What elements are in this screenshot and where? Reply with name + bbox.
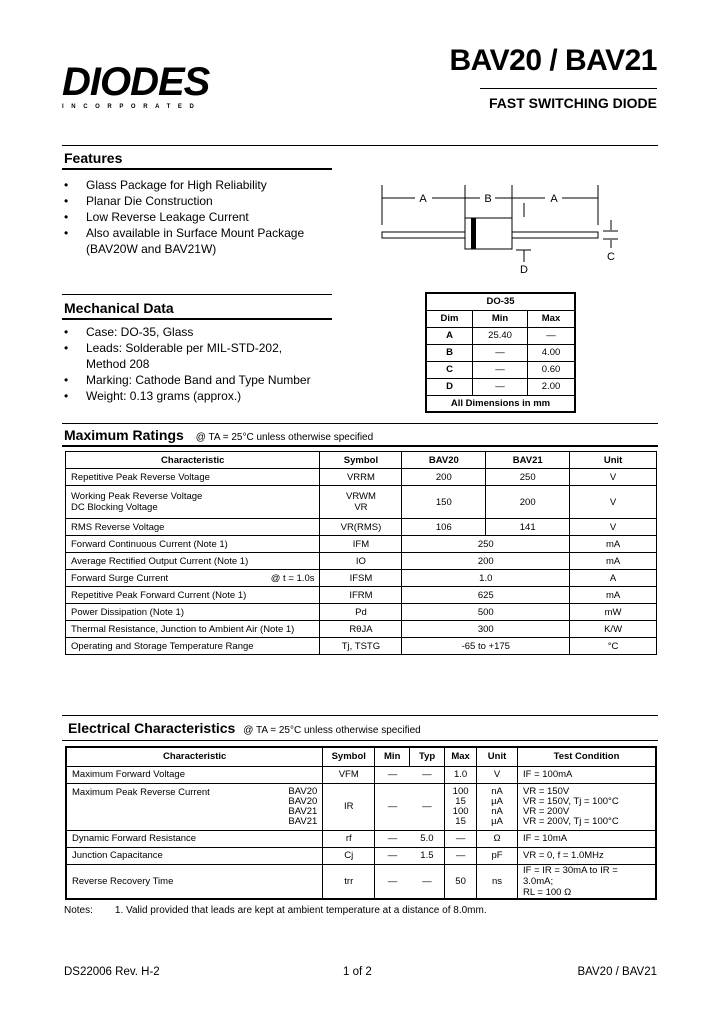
cell: [320, 486, 402, 519]
dim-label-a: A: [550, 193, 558, 205]
table-row: [66, 587, 657, 604]
cell: 200: [486, 486, 570, 519]
cell: [518, 783, 657, 830]
cell: 1.5: [410, 847, 445, 864]
text: VR = 150V, Tj = 100°C: [523, 795, 619, 807]
heading-text: Electrical Characteristics: [68, 720, 236, 736]
cell: 106: [402, 519, 486, 536]
cell: 625: [402, 587, 570, 604]
cell: Max: [445, 747, 477, 766]
cell: mA: [570, 587, 657, 604]
cell: Average Rectified Output Current (Note 1): [66, 553, 320, 570]
cell: —: [410, 783, 445, 830]
cell: A: [570, 570, 657, 587]
text: BAV21: [288, 815, 318, 827]
cell: [445, 783, 477, 830]
cell: [66, 486, 320, 519]
cell: V: [570, 519, 657, 536]
table-row: [66, 864, 656, 899]
cell: Symbol: [323, 747, 375, 766]
footer-page: 1 of 2: [343, 966, 372, 978]
cell: IO: [320, 553, 402, 570]
list-item: • Glass Package for High Reliability: [64, 177, 304, 193]
table-row: [426, 327, 575, 344]
cell: 50: [445, 864, 477, 899]
cell: A: [426, 327, 473, 344]
text: 15: [455, 815, 466, 827]
divider: [62, 445, 658, 447]
cell: 1.0: [445, 766, 477, 783]
cell: [518, 864, 657, 899]
cell: 2.00: [528, 378, 575, 395]
dim-label-d: D: [520, 264, 528, 276]
cell: 200: [402, 553, 570, 570]
header-row: [66, 452, 657, 469]
dim-label-a: A: [419, 193, 427, 205]
features-list: [64, 177, 304, 257]
cell: Tj, TSTG: [320, 638, 402, 655]
table-row: [426, 344, 575, 361]
text: @ t = 1.0s: [270, 572, 315, 584]
table-row: [66, 570, 657, 587]
cell: —: [375, 830, 410, 847]
cell: VR = 0, f = 1.0MHz: [518, 847, 657, 864]
divider: [62, 423, 658, 424]
company-logo: [62, 62, 227, 110]
mechanical-heading: Mechanical Data: [64, 300, 174, 316]
notes-label: Notes:: [64, 905, 93, 916]
divider: [62, 740, 658, 741]
list-item: • Weight: 0.13 grams (approx.): [64, 388, 311, 404]
cell: mA: [570, 536, 657, 553]
cell: BAV21: [486, 452, 570, 469]
cell: K/W: [570, 621, 657, 638]
table-row: [66, 536, 657, 553]
cell: 0.60: [528, 361, 575, 378]
table-row: [426, 361, 575, 378]
cell: Symbol: [320, 452, 402, 469]
cell: —: [445, 830, 477, 847]
cell: B: [426, 344, 473, 361]
cell: —: [410, 864, 445, 899]
table-title: DO-35: [426, 293, 575, 310]
list-item: [64, 241, 304, 257]
text: Maximum Peak Reverse Current: [72, 786, 210, 798]
text: 15: [455, 795, 466, 807]
cell: Operating and Storage Temperature Range: [66, 638, 320, 655]
table-row: [66, 486, 657, 519]
footer-part: BAV20 / BAV21: [577, 966, 657, 978]
cell: Unit: [477, 747, 518, 766]
cell: 5.0: [410, 830, 445, 847]
cell: Repetitive Peak Reverse Voltage: [66, 469, 320, 486]
cell: VRRM: [320, 469, 402, 486]
cell: IR: [323, 783, 375, 830]
table-row: [66, 783, 656, 830]
table-row: [66, 766, 656, 783]
max-ratings-heading: [64, 427, 373, 443]
cell: VFM: [323, 766, 375, 783]
cell: BAV20: [402, 452, 486, 469]
text: nA: [491, 785, 503, 797]
divider: [62, 715, 658, 716]
text: nA: [491, 805, 503, 817]
text: Forward Surge Current: [71, 572, 169, 584]
table-row: [66, 847, 656, 864]
max-ratings-table: [65, 451, 657, 655]
condition-text: @ TA = 25°C unless otherwise specified: [195, 432, 374, 443]
cell: [477, 783, 518, 830]
cell: Maximum Forward Voltage: [66, 766, 323, 783]
cell: 1.0: [402, 570, 570, 587]
list-item: • Also available in Surface Mount Package: [64, 225, 304, 241]
cell: IFM: [320, 536, 402, 553]
logo-text: DIODES: [62, 60, 210, 104]
cell: —: [473, 378, 528, 395]
cell: 250: [402, 536, 570, 553]
list-item: • Leads: Solderable per MIL-STD-202,: [64, 340, 311, 356]
text: 100: [452, 805, 469, 817]
condition-text: @ TA = 25°C unless otherwise specified: [243, 725, 421, 736]
cell: Forward Continuous Current (Note 1): [66, 536, 320, 553]
header-row: [66, 747, 656, 766]
table-row: [66, 638, 657, 655]
text: VR: [354, 502, 368, 513]
cell: —: [445, 847, 477, 864]
cell: -65 to +175: [402, 638, 570, 655]
cell: —: [473, 361, 528, 378]
table-row: [66, 519, 657, 536]
text: VR = 200V, Tj = 100°C: [523, 815, 619, 827]
column-header: Min: [473, 310, 528, 327]
cell: RMS Reverse Voltage: [66, 519, 320, 536]
cell: Thermal Resistance, Junction to Ambient Air (Note 1): [66, 621, 320, 638]
text: µA: [491, 815, 503, 827]
list-item: • Case: DO-35, Glass: [64, 324, 311, 340]
cell: Characteristic: [66, 452, 320, 469]
column-header: Dim: [426, 310, 473, 327]
cell: —: [473, 344, 528, 361]
mechanical-list: [64, 324, 311, 404]
page-title: BAV20 / BAV21: [449, 44, 657, 77]
text: VR = 200V: [523, 805, 570, 817]
divider: [62, 145, 658, 146]
table-row: [66, 604, 657, 621]
heading-text: Maximum Ratings: [64, 427, 184, 443]
table-row: [66, 621, 657, 638]
cell: Repetitive Peak Forward Current (Note 1): [66, 587, 320, 604]
cell: Typ: [410, 747, 445, 766]
features-heading: Features: [64, 150, 123, 166]
cell: Test Condition: [518, 747, 657, 766]
cell: 150: [402, 486, 486, 519]
cell: —: [375, 766, 410, 783]
text: BAV20: [288, 785, 318, 797]
cell: —: [375, 864, 410, 899]
table-row: [66, 830, 656, 847]
cell: V: [570, 486, 657, 519]
cell: Pd: [320, 604, 402, 621]
cell: Min: [375, 747, 410, 766]
cell: Ω: [477, 830, 518, 847]
dim-label-c: C: [607, 251, 615, 263]
text: IF = IR = 30mA to IR = 3.0mA;: [523, 864, 618, 887]
cell: —: [375, 847, 410, 864]
dimensions-table: [425, 292, 576, 413]
list-item: • Low Reverse Leakage Current: [64, 209, 304, 225]
cell: 4.00: [528, 344, 575, 361]
cell: Reverse Recovery Time: [66, 864, 323, 899]
do35-package-diagram: [370, 180, 630, 280]
cell: trr: [323, 864, 375, 899]
cell: D: [426, 378, 473, 395]
text: Working Peak Reverse Voltage: [71, 491, 203, 502]
cell: mW: [570, 604, 657, 621]
cell: rf: [323, 830, 375, 847]
cell: ns: [477, 864, 518, 899]
cell: IF = 10mA: [518, 830, 657, 847]
cell: VR(RMS): [320, 519, 402, 536]
divider: [62, 318, 332, 320]
electrical-table: [65, 746, 657, 900]
cathode-band: [471, 218, 476, 249]
text: 100: [452, 785, 469, 797]
dim-label-b: B: [484, 193, 492, 205]
cell: mA: [570, 553, 657, 570]
cell: —: [528, 327, 575, 344]
text: µA: [491, 795, 503, 807]
cell: 141: [486, 519, 570, 536]
cell: RθJA: [320, 621, 402, 638]
cell: C: [426, 361, 473, 378]
divider: [480, 88, 657, 89]
cell: 500: [402, 604, 570, 621]
cell: 250: [486, 469, 570, 486]
footer-doc-number: DS22006 Rev. H-2: [64, 966, 160, 978]
cell: [66, 783, 323, 830]
cell: V: [570, 469, 657, 486]
divider: [62, 168, 332, 170]
text: DC Blocking Voltage: [71, 502, 158, 513]
text: VRWM: [345, 491, 376, 502]
text: BAV21: [288, 805, 318, 817]
cell: [66, 570, 320, 587]
cell: Unit: [570, 452, 657, 469]
list-item: • Marking: Cathode Band and Type Number: [64, 372, 311, 388]
note-item: 1. Valid provided that leads are kept at ambient temperature at a distance of 8.0mm.: [114, 905, 487, 916]
text: BAV20: [288, 795, 318, 807]
cell: pF: [477, 847, 518, 864]
list-item: • Planar Die Construction: [64, 193, 304, 209]
cell: Characteristic: [66, 747, 323, 766]
cell: Cj: [323, 847, 375, 864]
cell: Junction Capacitance: [66, 847, 323, 864]
cell: V: [477, 766, 518, 783]
text: VR = 150V: [523, 785, 570, 797]
column-header: Max: [528, 310, 575, 327]
cell: IFRM: [320, 587, 402, 604]
cell: Power Dissipation (Note 1): [66, 604, 320, 621]
notes: [64, 905, 487, 916]
divider: [62, 294, 332, 295]
table-footer: All Dimensions in mm: [426, 395, 575, 412]
table-row: [66, 469, 657, 486]
logo-subtext: INCORPORATED: [62, 104, 202, 110]
cell: IFSM: [320, 570, 402, 587]
cell: °C: [570, 638, 657, 655]
cell: 25.40: [473, 327, 528, 344]
cell: 200: [402, 469, 486, 486]
list-item-continued: Method 208: [86, 357, 150, 371]
table-row: [426, 378, 575, 395]
cell: Dynamic Forward Resistance: [66, 830, 323, 847]
cell: —: [375, 783, 410, 830]
list-item-continued: (BAV20W and BAV21W): [86, 242, 217, 256]
electrical-heading: [68, 720, 421, 736]
page-subtitle: FAST SWITCHING DIODE: [489, 95, 657, 111]
table-row: [66, 553, 657, 570]
cell: —: [410, 766, 445, 783]
cell: 300: [402, 621, 570, 638]
cell: IF = 100mA: [518, 766, 657, 783]
text: RL = 100 Ω: [523, 886, 572, 898]
